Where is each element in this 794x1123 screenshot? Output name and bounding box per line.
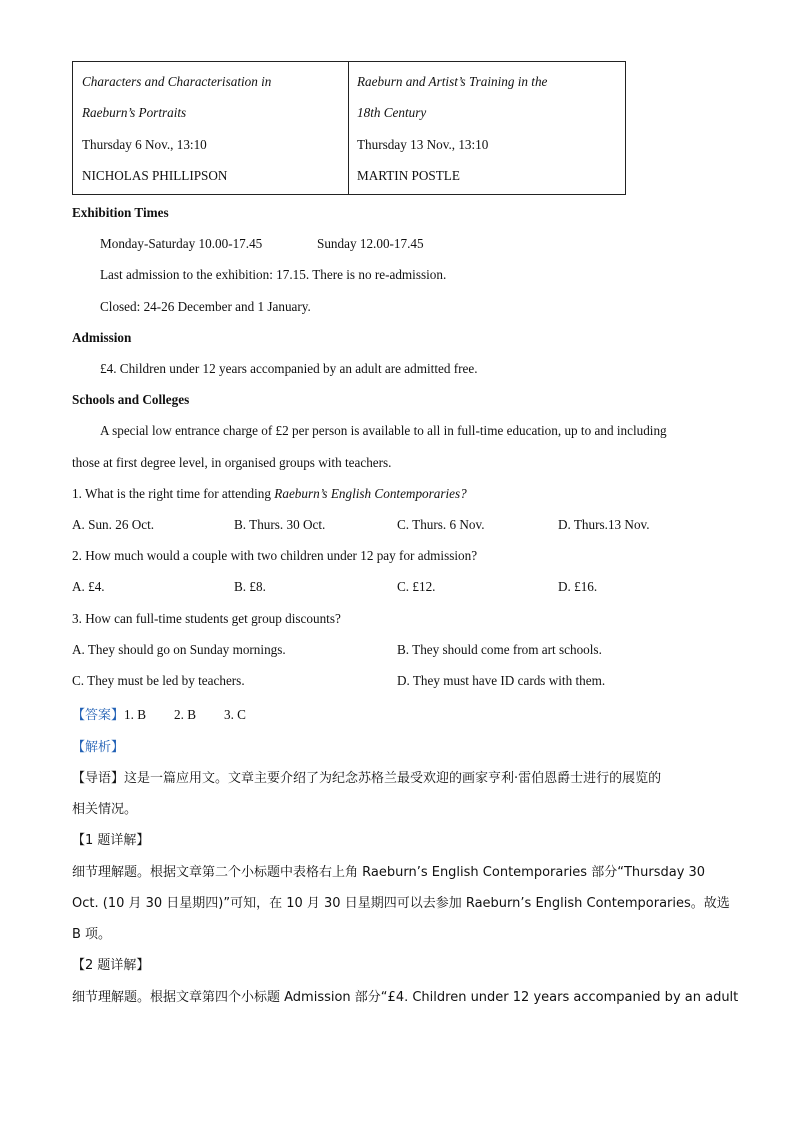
question-1-option-d: D. Thurs.13 Nov. [558,517,650,532]
lecture-speaker: MARTIN POSTLE [357,168,460,183]
lecture-title-line2: Raeburn’s Portraits [82,105,187,120]
weekday-hours: Monday-Saturday 10.00-17.45 [100,236,263,251]
q1-explanation-label: 【1 题详解】 [72,833,150,848]
closed-dates-text: Closed: 24-26 December and 1 January. [100,299,311,314]
q1-explanation-line2: Oct. (10 月 30 日星期四)”可知，在 10 月 30 日星期四可以去参加 Raeburn’s English Contemporaries。故选 [72,896,730,911]
question-2-option-b: B. £8. [234,579,266,594]
answer-item: 1. B [124,707,146,722]
admission-text: £4. Children under 12 years accompanied by an adult are admitted free. [100,361,478,376]
question-1-option-b: B. Thurs. 30 Oct. [234,517,326,532]
analysis-intro-line2: 相关情况。 [72,802,138,817]
section-heading-schools: Schools and Colleges [72,392,190,407]
q1-explanation-line1: 细节理解题。根据文章第二个小标题中表格右上角 Raeburn’s English Contemporaries 部分“Thursday 30 [72,865,706,880]
question-3-option-d: D. They must have ID cards with them. [397,673,606,688]
question-1-stem [72,486,467,502]
q2-explanation-label: 【2 题详解】 [72,958,150,973]
section-heading-exhibition-times: Exhibition Times [72,205,169,220]
analysis-label: 【解析】 [72,740,125,755]
question-2-stem: 2. How much would a couple with two children under 12 pay for admission? [72,548,478,563]
lecture-date: Thursday 13 Nov., 13:10 [357,137,489,152]
question-3-option-b: B. They should come from art schools. [397,642,602,657]
question-2-option-c: C. £12. [397,579,436,594]
question-3-option-c: C. They must be led by teachers. [72,673,245,688]
analysis-intro-line1: 【导语】这是一篇应用文。文章主要介绍了为纪念苏格兰最受欢迎的画家亨利·雷伯恩爵士进行的展览的 [72,771,662,786]
question-3-option-a: A. They should go on Sunday mornings. [72,642,286,657]
lecture-date: Thursday 6 Nov., 13:10 [82,137,207,152]
lecture-title-line1: Raeburn and Artist’s Training in the [357,74,548,89]
question-2-option-a: A. £4. [72,579,105,594]
lecture-title-line1: Characters and Characterisation in [82,74,272,89]
sunday-hours: Sunday 12.00-17.45 [317,236,424,251]
answer-row [72,704,246,723]
answer-item: 3. C [223,707,246,722]
q1-explanation-line3: B 项。 [72,927,112,942]
schools-text-line2: those at first degree level, in organised groups with teachers. [72,455,392,470]
last-admission-text: Last admission to the exhibition: 17.15. There is no re-admission. [100,267,447,282]
q2-explanation-line1: 细节理解题。根据文章第四个小标题 Admission 部分“£4. Children under 12 years accompanied by an adult [72,990,739,1005]
question-stem-italic: Raeburn’s English Contemporaries? [274,486,467,501]
schools-text-line1: A special low entrance charge of £2 per person is available to all in full-time education, up to and including [100,423,667,438]
question-1-option-c: C. Thurs. 6 Nov. [397,517,485,532]
question-2-option-d: D. £16. [558,579,598,594]
lecture-speaker: NICHOLAS PHILLIPSON [82,168,228,183]
question-stem-text: 1. What is the right time for attending [72,486,275,501]
lecture-title-line2: 18th Century [357,105,427,120]
lecture-table [72,61,626,195]
question-3-stem: 3. How can full-time students get group discounts? [72,611,341,626]
question-1-option-a: A. Sun. 26 Oct. [72,517,155,532]
table-divider [348,62,349,194]
section-heading-admission: Admission [72,330,132,345]
answer-label: 【答案】 [72,708,125,723]
answer-item: 2. B [174,707,196,722]
